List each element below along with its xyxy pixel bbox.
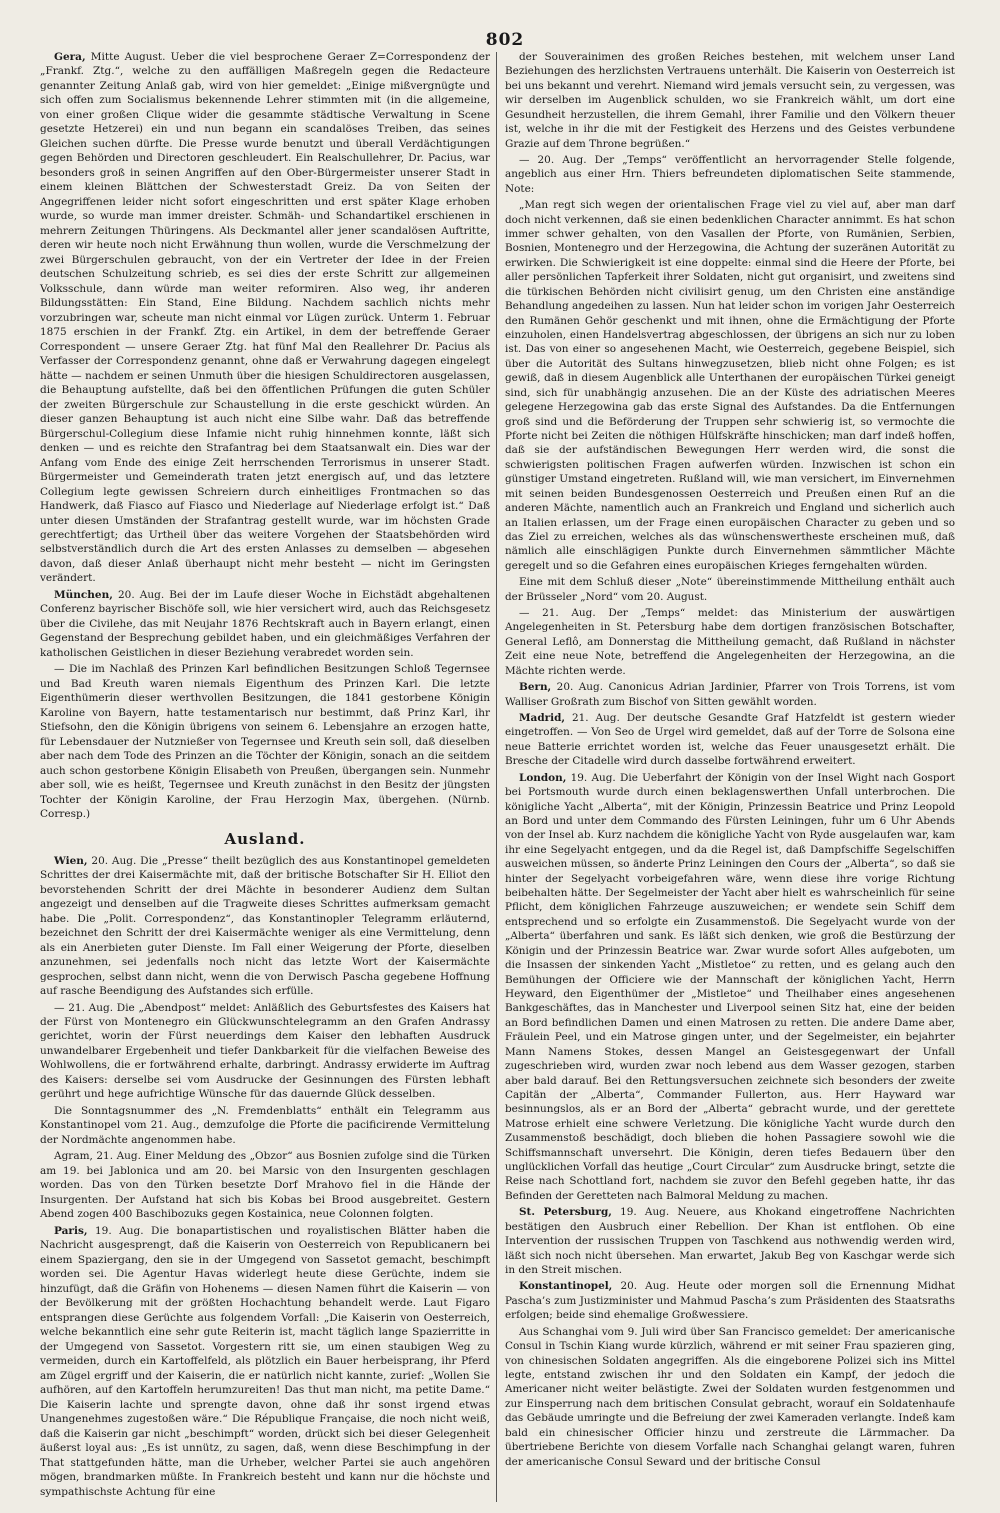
article-paragraph — [505, 1279, 955, 1322]
article-text: 21. Aug. Der deutsche Gesandte Graf Hatzfeldt ist gestern wieder eingetroffen. — Von Seo de Urgel wird gemeldet, daß auf der Torre de Solsona eine neue Batterie errichtet worden ist, welche das Feuer unausgesetzt erhält. Die Bresche der Citadelle wird durch dasselbe fortwährend erweitert. — [505, 711, 955, 768]
article-text: Mitte August. Ueber die viel besprochene Geraer Z=Correspondenz der „Frankf. Ztg.“, welche zu den auffälligen Maßregeln gegen die Redacteure genannter Zeitung Anlaß gab, wird von hier gemeldet: „Einige mißvergnügte und sich offen zum Socialismus bekennende Lehrer stimmten mit (in die allgemeine, von einer großen Clique wider die gesammte städtische Verwaltung in Scene gesetzte Hetzerei) ein und nun begann ein scandalöses Treiben, das seines Gleichen suchen dürfte. Die Presse wurde benutzt und überall Verdächtigungen gegen Behörden und Directoren geschleudert. Ein Realschullehrer, Dr. Pacius, war besonders groß in seinen Angriffen auf den Ober-Bürgermeister unserer Stadt in einem kleinen Blättchen der Schwesterstadt Greiz. Da von Seiten der Angegriffenen leider nicht sofort eingeschritten und erst später Klage erhoben wurde, so wurde man immer dreister. Schmäh- und Schandartikel erschienen in mehrern Zeitungen Thüringens. Als Deckmantel aller jener scandalösen Auftritte, deren wir heute noch nicht Erwähnung thun wollen, wurde die Verschmelzung der zwei Bürgerschulen gebraucht, von der ein Vertreter der Idee in der Freien deutschen Schulzeitung schrieb, es sei dies der erste Schritt zur allgemeinen Volksschule, dann würde man weiter reformiren. Also weg, ihr anderen Bildungsstätten: Ein Stand, Eine Bildung. Nachdem sachlich nichts mehr vorzubringen war, scheute man nicht einmal vor Lügen zurück. Unterm 1. Februar 1875 erschien in der Frankf. Ztg. ein Artikel, in dem der betreffende Geraer Correspondent — unsere Geraer Ztg. hat fünf Mal den Reallehrer Dr. Pacius als Verfasser der Correspondenz genannt, ohne daß er Verwahrung dagegen eingelegt hätte — nachdem er seinen Unmuth über die hiesigen Schuldirectoren ausgelassen, die Behauptung aufstellte, daß bei den öffentlichen Prüfungen die guten Schüler der zweiten Bürgerschule zur Schaustellung in die erste geschickt würden. An dieser ganzen Behauptung ist auch nicht eine Silbe wahr. Daß das betreffende Bürgerschul-Collegium diese Infamie nicht ruhig hinnehmen konnte, läßt sich denken — und es reichte den Strafantrag bei dem Staatsanwalt ein. Dies war der Anfang vom Ende des einige Zeit herrschenden Terrorismus in unserer Stadt. Bürgermeister und Gemeinderath traten jetzt energisch auf, und das letztere Collegium legte gewissen Schreiern durch einheitliges Frontmachen so das Handwerk, daß Fiasco auf Fiasco und Niederlage auf Niederlage erfolgt ist.“ Daß unter diesen Umständen der Strafantrag gestellt wurde, war im höchsten Grade gerechtfertigt; das Urtheil über das weitere Vorgehen der Staatsbehörden wird selbstverständlich durch die Art des ersten Anlasses zu demselben — abgesehen davon, daß dieser Anlaß überhaupt nicht mehr besteht — nicht im Geringsten verändert. — [40, 51, 490, 585]
dateline-place: Madrid, — [519, 711, 566, 724]
article-text: 19. Aug. Neuere, aus Khokand eingetroffene Nachrichten bestätigen den Ausbruch einer Rebellion. Der Khan ist entflohen. Ob eine Intervention der russischen Truppen von Taschkend aus nothwendig werden wird, läßt sich noch nicht übersehen. Man erwartet, Jakub Beg von Kaschgar werde sich in den Streit mischen. — [505, 1206, 955, 1277]
dateline-place: Gera, — [54, 51, 86, 63]
ausland-articles — [40, 854, 490, 1499]
article-text: Eine mit dem Schluß dieser „Note“ übereinstimmende Mittheilung enthält auch der Brüsseler „Nord“ vom 20. August. — [505, 576, 955, 603]
dateline-place: London, — [519, 771, 567, 784]
article-paragraph — [40, 1104, 490, 1147]
left-column — [40, 50, 490, 1501]
article-text: 20. Aug. Die „Presse“ theilt bezüglich des aus Konstantinopel gemeldeten Schrittes der drei Kaisermächte mit, daß der britische Botschafter Sir H. Elliot den bevorstehenden Schritt der drei Mächte in besonderer Audienz dem Sultan angezeigt und denselben auf die Tragweite dieses Schrittes aufmerksam gemacht habe. Die „Polit. Correspondenz“, das Konstantinopler Telegramm erläuternd, bezeichnet den Schritt der drei Kaisermächte weniger als eine Vermittelung, denn als ein Anerbieten guter Dienste. Im Fall einer Weigerung der Pforte, dieselben anzunehmen, sei jedenfalls noch nicht das letzte Wort der Kaisermächte gesprochen, selbst dann nicht, wenn die von Derwisch Pascha gegebene Hoffnung auf rasche Beendigung des Aufstandes sich erfülle. — [40, 854, 490, 998]
column-divider — [496, 52, 497, 1502]
article-text: 20. Aug. Canonicus Adrian Jardinier, Pfarrer von Trois Torrens, ist vom Walliser Großrath zum Bischof von Sitten gewählt worden. — [505, 681, 955, 708]
article-paragraph — [505, 711, 955, 769]
article-paragraph — [40, 854, 490, 999]
article-paragraph — [505, 198, 955, 573]
dateline-place: St. Petersburg, — [519, 1206, 612, 1219]
article-paragraph — [40, 588, 490, 660]
article-paragraph — [505, 1325, 955, 1469]
dateline-place: München, — [54, 588, 113, 601]
dateline-place: Paris, — [54, 1224, 88, 1237]
article-paragraph — [40, 1224, 490, 1499]
article-paragraph — [505, 606, 955, 678]
dateline-place: Bern, — [519, 681, 552, 694]
article-text: 20. Aug. Heute oder morgen soll die Ernennung Midhat Pascha’s zum Justizminister und Mahmud Pascha’s zum Präsidenten des Staatsraths erfolgen; beide sind ehemalige Großwessiere. — [505, 1280, 955, 1322]
article-text: 19. Aug. Die Ueberfahrt der Königin von der Insel Wight nach Gosport bei Portsmouth wurde durch einen beklagenswerthen Unfall unterbrochen. Die königliche Yacht „Alberta“, mit der Königin, Prinzessin Beatrice und Prinz Leopold an Bord und unter dem Commando des Fürsten Leiningen, fuhr um 6 Uhr Abends von der Insel ab. Kurz nachdem die königliche Yacht von Ryde ausgelaufen war, kam ihr eine Segelyacht entgegen, und da die Regel ist, daß Dampfschiffe Segelschiffen ausweichen müssen, so änderte Prinz Leiningen den Cours der „Alberta“, so daß sie hinter der Segelyacht vorbeigefahren wäre, wenn diese ihre vorige Richtung beibehalten hätte. Der Segelmeister der Yacht aber hielt es wahrscheinlich für seine Pflicht, dem königlichen Fahrzeuge auszuweichen; er wendete sein Schiff dem entsprechend und so erfolgte ein Zusammenstoß. Die Segelyacht wurde von der „Alberta“ überfahren und sank. Es läßt sich denken, wie groß die Bestürzung der Königin und der Prinzessin Beatrice war. Zwar wurde sofort Alles aufgeboten, um die Insassen der sinkenden Yacht „Mistletoe“ zu retten, und es gelang auch den Bemühungen der Officiere wie der Mannschaft der königlichen Yacht, Herrn Heyward, den Eigenthümer der „Mistletoe“ und Theilhaber eines angesehenen Bankgeschäftes, das in Manchester und Liverpool seinen Sitz hat, eine der beiden an Bord befindlichen Damen und einen Matrosen zu retten. Die andere Dame aber, Fräulein Peel, und ein Matrose gingen unter, und der Segelmeister, ein bejahrter Mann Namens Stokes, dessen Mangel an Geistesgegenwart der Unfall zugeschrieben wird, wurden zwar noch lebend aus dem Wasser gezogen, starben aber bald darauf. Bei den Rettungsversuchen zeichnete sich besonders der zweite Capitän der „Alberta“, Commander Fullerton, aus. Herr Hayward war besinnungslos, als er an Bord der „Alberta“ gebracht wurde, und der gerettete Matrose erhielt eine schwere Verletzung. Die königliche Yacht wurde durch den Zusammenstoß beschädigt, doch blieben die hohen Passagiere sowohl wie die Schiffsmannschaft unversehrt. Die Königin, deren tiefes Bedauern über den unglücklichen Vorfall das heutige „Court Circular“ zum Ausdrucke bringt, setzte die Reise nach Schottland fort, nachdem sie zuvor den Befehl gegeben hatte, ihr das Befinden der Geretteten nach Balmoral Meldung zu machen. — [505, 771, 955, 1202]
dateline-place: Konstantinopel, — [519, 1280, 613, 1293]
right-column-articles — [505, 50, 955, 1469]
article-paragraph — [505, 50, 955, 151]
article-text: Die Sonntagsnummer des „N. Fremdenblatts“ enthält ein Telegramm aus Konstantinopel vom 21. Aug., demzufolge die Pforte die pacificirende Vermittelung der Nordmächte angenommen habe. — [40, 1104, 490, 1146]
article-text: „Man regt sich wegen der orientalischen Frage viel zu viel auf, aber man darf doch nicht verkennen, daß sie einen bedenklichen Character annimmt. Es hat schon immer schwer gehalten, von den Vasallen der Pforte, von Rumänien, Serbien, Bosnien, Montenegro und der Herzegowina, die Achtung der suzeränen Autorität zu erwirken. Die Schwierigkeit ist eine doppelte: einmal sind die Heere der Pforte, bei aller persönlichen Tapferkeit ihrer Soldaten, nicht gut organisirt, und zweitens sind die türkischen Behörden nicht civilisirt genug, um den Christen eine anständige Behandlung angedeihen zu lassen. Nun hat leider schon im vorigen Jahr Oesterreich den Rumänen Gehör geschenkt und mit ihnen, ohne die Ermächtigung der Pforte einzuholen, einen Handelsvertrag abgeschlossen, der übrigens an sich nur zu loben ist. Das von einer so angesehenen Macht, wie Oesterreich, gegebene Beispiel, sich über die Autorität des Sultans hinwegzusetzen, blieb nicht ohne Folgen; es ist gewiß, daß in diesem Augenblick alle Unterthanen der europäischen Türkei geneigt sind, sich für unabhängig anzusehen. Die an der Küste des adriatischen Meeres gelegene Herzegowina gab das erste Signal des Aufstandes. Da die Entfernungen groß sind und die Beförderung der Truppen sehr schwierig ist, so vermochte die Pforte nicht bei Zeiten die nöthigen Hülfskräfte hinschicken; man darf indeß hoffen, daß sie der aufständischen Bewegungen Herr werden wird, die sonst die schwierigsten politischen Fragen aufwerfen würden. Inzwischen ist schon ein günstiger Umstand eingetreten. Rußland will, wie man versichert, im Einvernehmen mit seinen beiden Bundesgenossen Oesterreich und Preußen einen Ruf an die anderen Mächte, namentlich auch an Frankreich und England und sicherlich auch an Italien erlassen, um der Frage einen europäischen Character zu geben und so das Ziel zu erreichen, welches als das wünschenswertheste erscheinen muß, daß nämlich alle einschlägigen Punkte durch Einvernehmen sämmtlicher Mächte geregelt und so die Gefahren eines europäischen Krieges ferngehalten würden. — [505, 199, 955, 572]
article-paragraph — [505, 1205, 955, 1277]
article-text: 20. Aug. Bei der im Laufe dieser Woche in Eichstädt abgehaltenen Conferenz bayrischer Bischöfe soll, wie hier versichert wird, auch das Reichsgesetz über die Civilehe, das mit Neujahr 1876 Rechtskraft auch in Bayern erlangt, einen Gegenstand der Besprechung gebildet haben, und ein gleichmäßiges Verfahren der katholischen Geistlichen in dieser Beziehung verabredet worden sein. — [40, 588, 490, 659]
article-text: der Souverainimen des großen Reiches bestehen, mit welchem unser Land Beziehungen des herzlichsten Vertrauens unterhält. Die Kaiserin von Oesterreich ist bei uns bekannt und verehrt. Niemand wird jemals versucht sein, zu vergessen, was wir derselben im Augenblick schulden, wo sie Frankreich wählt, um dort eine Gesundheit herzustellen, die ihrem Gemahl, ihrer Familie und den Völkern theuer ist, welche in ihr die mit der Festigkeit des Herzens und des Geistes verbundene Grazie auf dem Throne begrüßen.“ — [505, 51, 955, 150]
article-text: 19. Aug. Die bonapartistischen und royalistischen Blätter haben die Nachricht ausgesprengt, daß die Kaiserin von Oesterreich von Republicanern bei einem Spaziergang, den sie in der Umgegend von Sassetot gemacht, beschimpft worden sei. Die Agentur Havas widerlegt heute diese Gerüchte, indem sie hinzufügt, daß die Gräfin von Hohenems — diesen Namen führt die Kaiserin — von der Bevölkerung mit der größten Hochachtung behandelt werde. Laut Figaro entsprangen diese Gerüchte aus folgendem Vorfall: „Die Kaiserin von Oesterreich, welche bekanntlich eine sehr gute Reiterin ist, macht täglich lange Spazierritte in der Umgegend von Sassetot. Vorgestern ritt sie, um einen staubigen Weg zu vermeiden, durch ein Kartoffelfeld, als plötzlich ein Bauer herbeisprang, ihr Pferd am Zügel ergriff und der Kaiserin, die er natürlich nicht kannte, zurief: „Wollen Sie aufhören, auf den Kartoffeln herumzureiten! Das thut man nicht, ma petite Dame.“ Die Kaiserin lachte und sprengte davon, ohne daß ihr sonst irgend etwas Unangenehmes zugestoßen wäre.“ Die République Française, die noch nicht weiß, daß die Kaiserin gar nicht „beschimpft“ worden, drückt sich bei dieser Gelegenheit äußerst loyal aus: „Es ist unnütz, zu sagen, daß, wenn diese Beschimpfung in der That stattgefunden hätte, man die Urheber, welcher Partei sie auch angehören mögen, brandmarken müßte. In Frankreich besteht und kann nur die höchste und sympathischste Achtung für eine — [40, 1224, 490, 1498]
right-column — [505, 50, 955, 1471]
article-paragraph — [40, 50, 490, 586]
dateline-place: Wien, — [54, 854, 88, 867]
article-text: — 21. Aug. Der „Temps“ meldet: das Ministerium der auswärtigen Angelegenheiten in St. Petersburg habe dem dortigen französischen Botschafter, General Leflô, am Donnerstag die Mittheilung gemacht, daß Rußland in nächster Zeit eine neue Note, betreffend die Angelegenheiten der Herzegowina, an die Mächte richten werde. — [505, 607, 955, 677]
article-paragraph — [40, 1001, 490, 1102]
article-paragraph — [40, 1149, 490, 1221]
article-text: Aus Schanghai vom 9. Juli wird über San Francisco gemeldet: Der americanische Consul in Tschin Kiang wurde kürzlich, während er mit seiner Frau spazieren ging, von chinesischen Soldaten angegriffen. Als die eingeborene Polizei sich ins Mittel legte, entstand zwischen ihr und den Soldaten ein Kampf, der jedoch die Americaner nicht weiter belästigte. Zwei der Soldaten wurden festgenommen und zur Einsperrung nach dem britischen Consulat gebracht, worauf ein Soldatenhaufe das Gebäude umringte und die Befreiung der zwei Kameraden verlangte. Indeß kam bald ein chinesischer Officier hinzu und zerstreute die Lärmmacher. Da übertriebene Berichte von diesem Vorfalle nach Schanghai gelangt waren, fuhren der americanische Consul Seward und der britische Consul — [505, 1325, 955, 1468]
article-text: — Die im Nachlaß des Prinzen Karl befindlichen Besitzungen Schloß Tegernsee und Bad Kreuth waren niemals Eigenthum des Prinzen Karl. Die letzte Eigenthümerin dieser werthvollen Besitzungen, die 1841 gestorbene Königin Karoline von Bayern, hatte testamentarisch nur bestimmt, daß Prinz Karl, ihr Stiefsohn, den die Königin übrigens von seinem 6. Lebensjahre an erzogen hatte, für Lebensdauer der Nutznießer von Tegernsee und Kreuth sein soll, daß dieselben aber nach dem Tode des Prinzen an die Töchter der Königin, sonach an die seitdem auch schon gestorbene Königin Elisabeth von Preußen, übergangen sein. Nunmehr aber soll, wie es heißt, Tegernsee und Kreuth zunächst in den Besitz der jüngsten Tochter der Königin Karoline, der Frau Herzogin Max, übergehen. (Nürnb. Corresp.) — [40, 663, 490, 821]
article-paragraph — [505, 575, 955, 604]
article-paragraph — [40, 662, 490, 821]
section-heading-ausland: Ausland. — [224, 829, 306, 848]
article-text: — 21. Aug. Die „Abendpost“ meldet: Anläßlich des Geburtsfestes des Kaisers hat der Fürst von Montenegro ein Glückwunschtelegramm an den Grafen Andrassy gerichtet, worin der Fürst neuerdings dem Kaiser den lebhaften Ausdruck unwandelbarer Ergebenheit und tiefer Dankbarkeit für die vielfachen Beweise des Wohlwollens, die er fortwährend erhalte, darbringt. Andrassy erwiderte im Auftrag des Kaisers: derselbe sei vom Ausdrucke der Gesinnungen des Fürsten lebhaft gerührt und hege aufrichtige Wünsche für das dauernde Glück desselben. — [40, 1001, 490, 1101]
left-column-articles — [40, 50, 490, 822]
article-paragraph — [505, 153, 955, 196]
article-paragraph — [505, 680, 955, 709]
article-text: Agram, 21. Aug. Einer Meldung des „Obzor“ aus Bosnien zufolge sind die Türken am 19. bei Jablonica und am 20. bei Marsic von den Insurgenten geschlagen worden. Das von den Türken besetzte Dorf Mrahovo fiel in die Hände der Insurgenten. Der Aufstand hat sich bis Kobas bei Brood ausgebreitet. Gestern Abend zogen 400 Baschibozuks gegen Kostainica, neue Colonnen folgten. — [40, 1150, 490, 1221]
page-number: 802 — [485, 30, 525, 50]
article-text: — 20. Aug. Der „Temps“ veröffentlicht an hervorragender Stelle folgende, angeblich aus einer Hrn. Thiers befreundeten diplomatischen Seite stammende, Note: — [505, 153, 955, 195]
article-paragraph — [505, 771, 955, 1204]
